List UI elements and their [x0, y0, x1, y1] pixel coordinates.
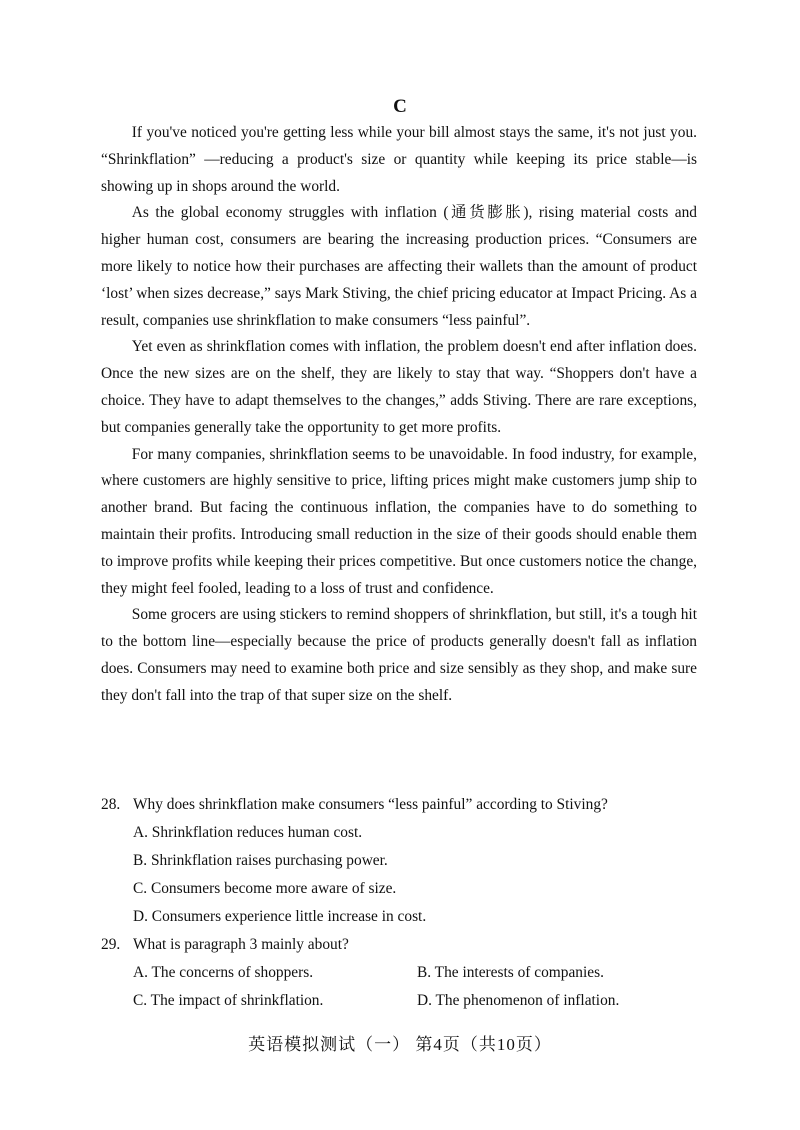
question-text: Why does shrinkflation make consumers “less painful” according to Stiving? [133, 796, 608, 813]
option-b: B. The interests of companies. [417, 964, 604, 981]
passage-paragraph-1: If you've noticed you're getting less while your bill almost stays the same, it's not just you. “Shrinkflation” —reducing a product's size or quantity while keeping its price stable—is showing up in shops around the world. [101, 124, 697, 195]
passage-paragraph-4: For many companies, shrinkflation seems to be unavoidable. In food industry, for example, where customers are highly sensitive to price, lifting prices might make customers jump ship to another brand. But facing the continuous inflation, the companies have to do something to maintain their profits. Introducing small reduction in the size of their goods should enable them to improve profits while keeping their prices competitive. But once customers notice the change, they might feel fooled, leading to a loss of trust and confidence. [101, 445, 697, 597]
section-heading: C [393, 96, 407, 117]
question-stem [101, 791, 701, 819]
question-stem [101, 931, 701, 959]
passage-paragraph-5: Some grocers are using stickers to remind shoppers of shrinkflation, but still, it's a tough hit to the bottom line—especially because the price of products generally doesn't fall as inflation does. Consumers may need to examine both price and size sensibly as they shop, and make sure they don't fall into the trap of that super size on the shelf. [101, 606, 697, 704]
question-28 [101, 791, 701, 931]
question-text: What is paragraph 3 mainly about? [133, 936, 349, 953]
option-b: B. Shrinkflation raises purchasing power. [133, 852, 388, 869]
passage-paragraph-3: Yet even as shrinkflation comes with inflation, the problem doesn't end after inflation does. Once the new sizes are on the shelf, they are likely to stay that way. “Shoppers don't have a choice. They have to adapt themselves to the changes,” adds Stiving. There are rare exceptions, but companies generally take the opportunity to get more profits. [101, 338, 697, 436]
question-29 [101, 931, 701, 1015]
question-number: 29. [101, 936, 121, 953]
option-c: C. Consumers become more aware of size. [133, 880, 397, 897]
option-row-1 [101, 959, 701, 987]
option-c: C. The impact of shrinkflation. [133, 992, 324, 1009]
page-footer: 英语模拟测试（一） 第4页（共10页） [248, 1035, 552, 1054]
option-row-2 [101, 987, 701, 1015]
option-d: D. The phenomenon of inflation. [417, 992, 620, 1009]
question-number: 28. [101, 796, 121, 813]
option-a: A. The concerns of shoppers. [133, 964, 314, 981]
passage-paragraph-2: As the global economy struggles with inflation (通货膨胀), rising material costs and higher human cost, consumers are bearing the increasing production prices. “Consumers are more likely to notice how their purchases are affecting their wallets than the amount of product ‘lost’ when sizes decrease,” says Mark Stiving, the chief pricing educator at Impact Pricing. As a result, companies use shrinkflation to make consumers “less painful”. [101, 204, 697, 329]
option-d: D. Consumers experience little increase in cost. [133, 908, 427, 925]
question-list [101, 791, 701, 1015]
reading-passage [101, 120, 697, 710]
option-a: A. Shrinkflation reduces human cost. [133, 824, 363, 841]
